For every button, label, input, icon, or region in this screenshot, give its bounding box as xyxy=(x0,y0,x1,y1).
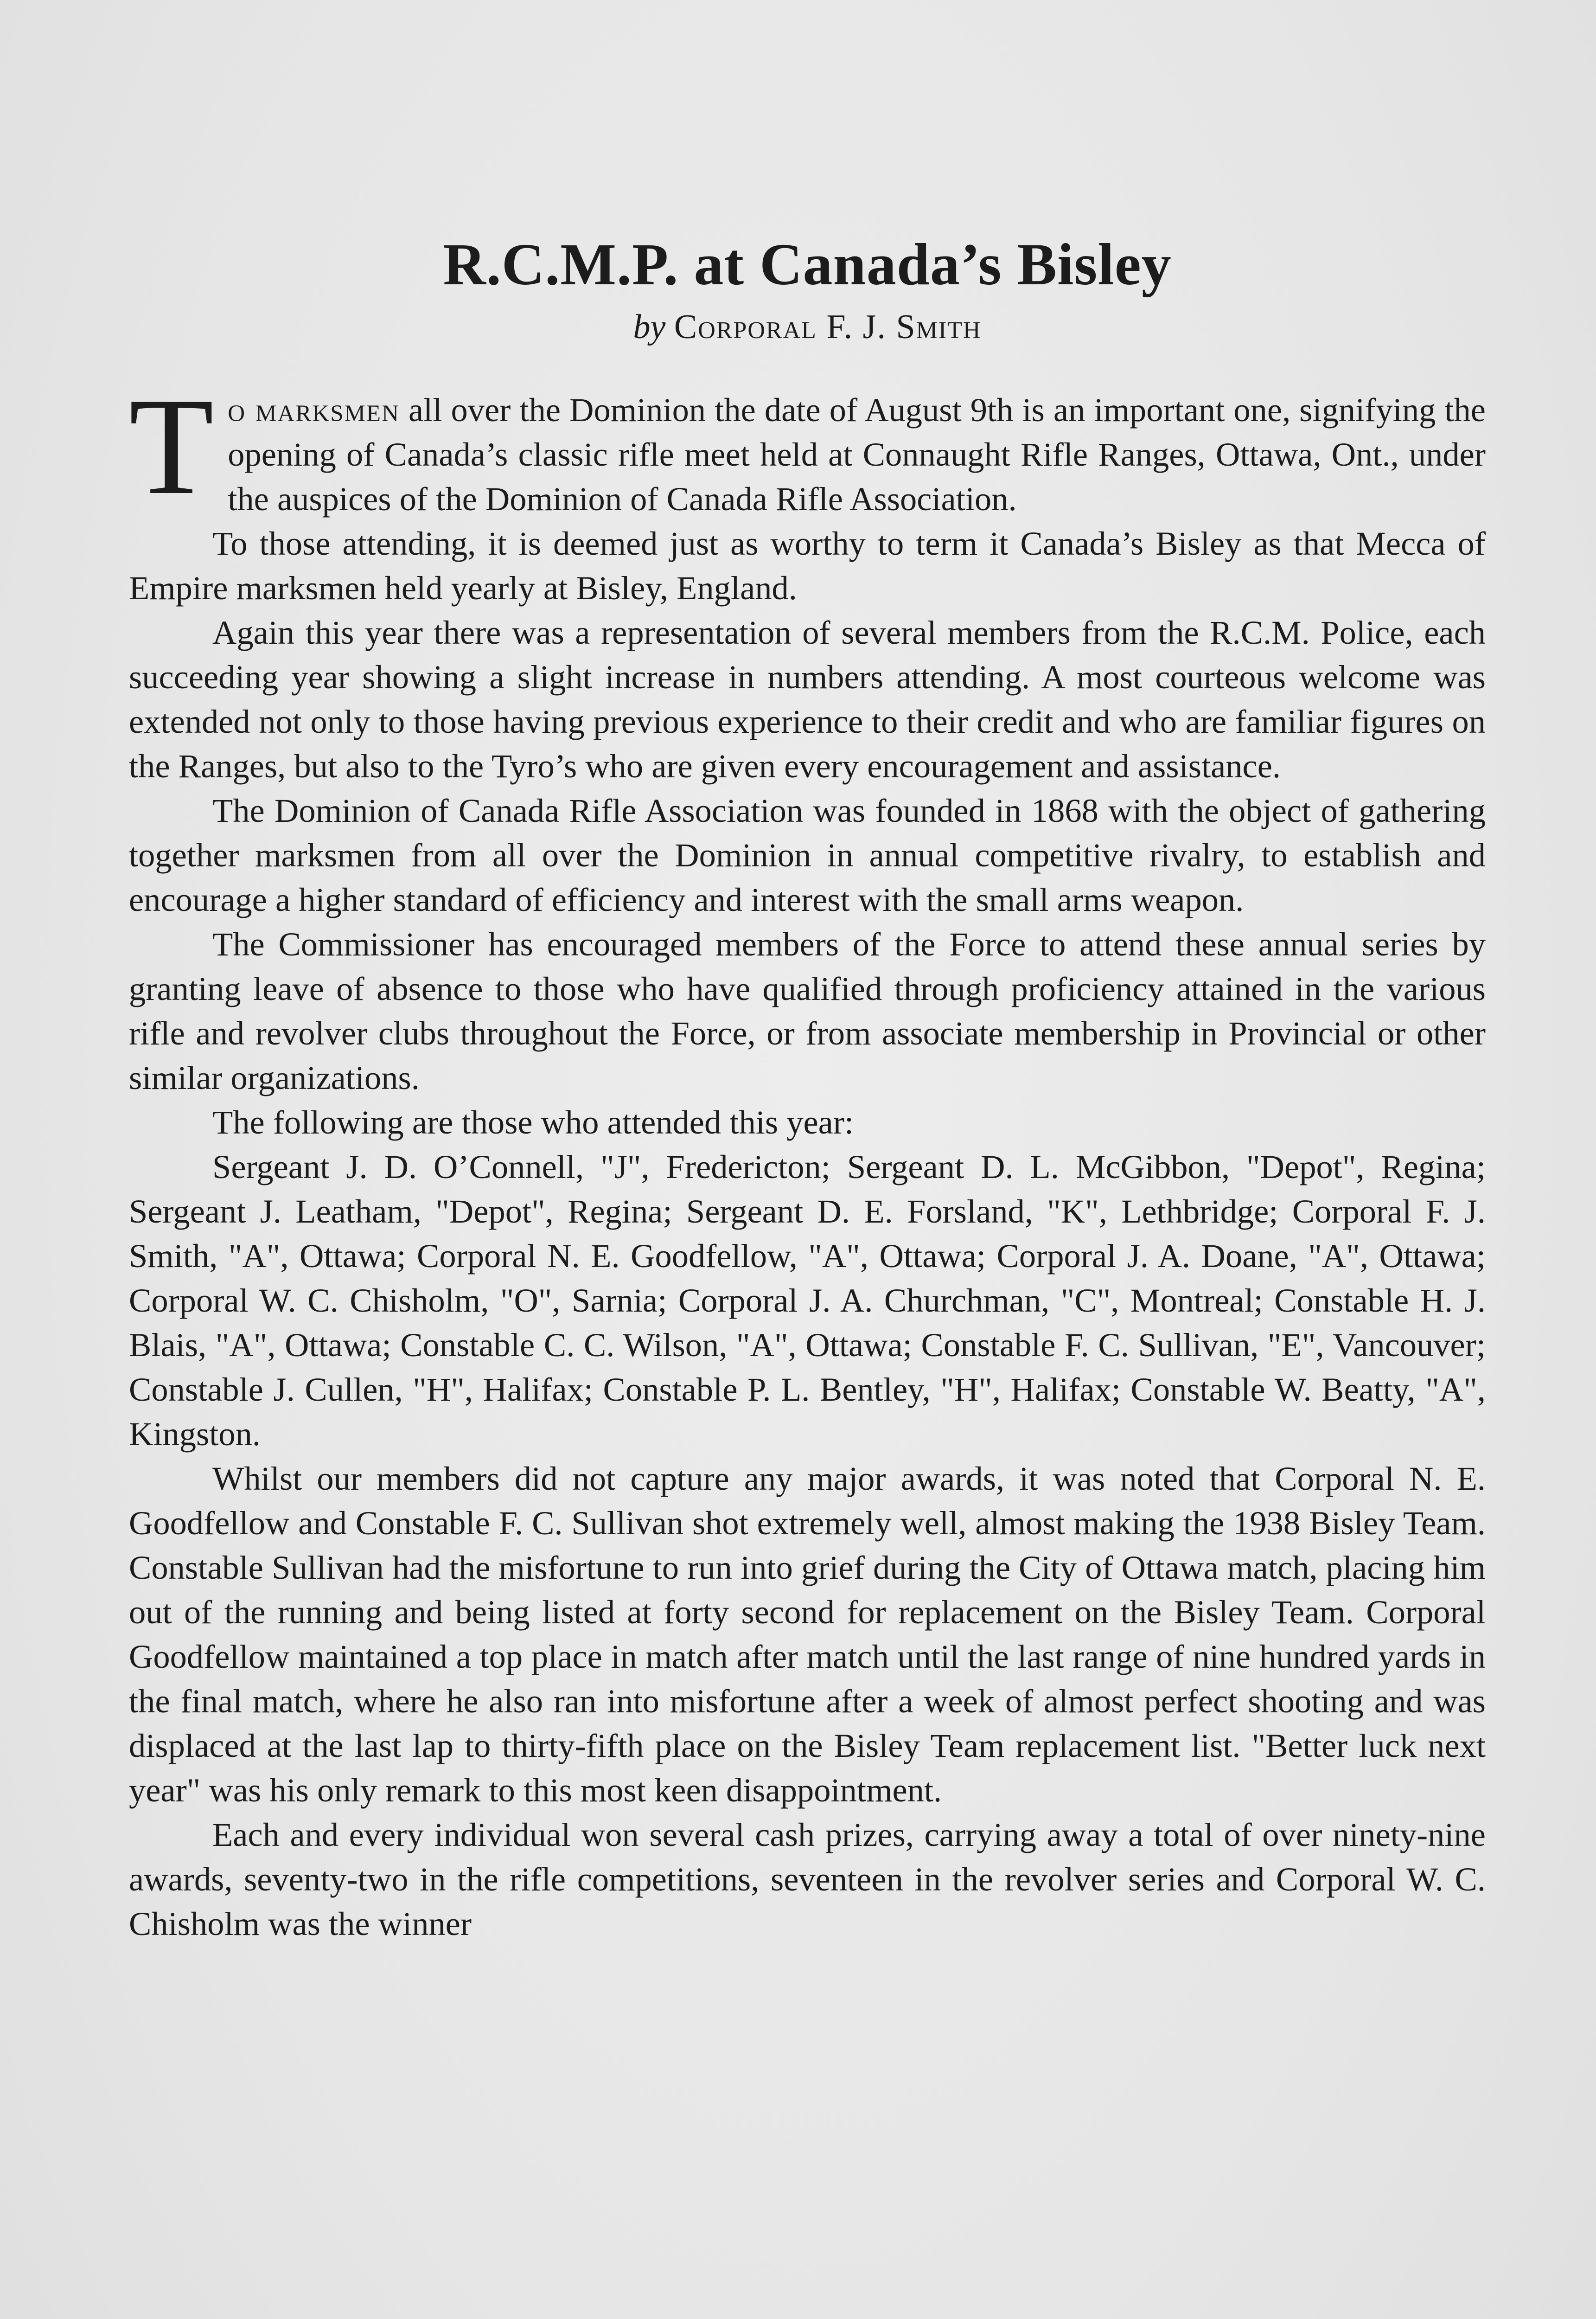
paragraph-1-lead: o marksmen xyxy=(228,391,400,429)
byline xyxy=(129,308,1486,346)
article-body xyxy=(129,369,1486,1946)
paragraph-3: Again this year there was a representation of several members from the R.C.M. Police, each succeeding year showing a slight increase in numbers attending. A most courteous welcome was extended not only to those having previous experience to their credit and who are familiar figures on the Ranges, but also to the Tyro’s who are given every encouragement and assistance. xyxy=(129,614,1486,785)
paragraph-9: Each and every individual won several cash prizes, carrying away a total of over ninety-nine awards, seventy-two in the rifle competitions, seventeen in the revolver series and Corporal W. C. Chisholm was the winner xyxy=(129,1816,1486,1943)
paragraph-8: Whilst our members did not capture any major awards, it was noted that Corporal N. E. Goodfellow and Constable F. C. Sullivan shot extremely well, almost making the 1938 Bisley Team. Constable Sullivan had the misfortune to run into grief during the City of Ottawa match, placing him out of the running and being listed at forty second for replacement on the Bisley Team. Corporal Goodfellow maintained a top place in match after match until the last range of nine hundred yards in the final match, where he also ran into misfortune after a week of almost perfect shooting and was displaced at the last lap to thirty-fifth place on the Bisley Team replacement list. "Better luck next year" was his only remark to this most keen disappointment. xyxy=(129,1460,1486,1809)
byline-by: by xyxy=(633,307,666,346)
paragraph-7-attendees: Sergeant J. D. O’Connell, "J", Fredericton; Sergeant D. L. McGibbon, "Depot", Regina; Sergeant J. Leatham, "Depot", Regina; Sergeant D. E. Forsland, "K", Lethbridge; Corporal F. J. Smith, "A", Ottawa; Corporal N. E. Goodfellow, "A", Ottawa; Corporal J. A. Doane, "A", Ottawa; Corporal W. C. Chisholm, "O", Sarnia; Corporal J. A. Churchman, "C", Montreal; Constable H. J. Blais, "A", Ottawa; Constable C. C. Wilson, "A", Ottawa; Constable F. C. Sullivan, "E", Vancouver; Constable J. Cullen, "H", Halifax; Constable P. L. Bentley, "H", Halifax; Constable W. Beatty, "A", Kingston. xyxy=(129,1148,1486,1453)
paragraph-1-text: all over the Dominion the date of August 9th is an important one, signifying the opening of Canada’s classic rifle meet held at Connaught Rifle Ranges, Ottawa, Ont., under the auspices of the Dominion of Canada Rifle Association. xyxy=(228,391,1486,518)
article xyxy=(129,232,1486,1946)
article-title: R.C.M.P. at Canada’s Bisley xyxy=(443,231,1172,297)
paragraph-1 xyxy=(129,369,1486,524)
paragraph-2: To those attending, it is deemed just as worthy to term it Canada’s Bisley as that Mecca of Empire marksmen held yearly at Bisley, England. xyxy=(129,525,1486,607)
paragraph-6: The following are those who attended this year: xyxy=(212,1103,854,1141)
drop-cap: T xyxy=(129,369,214,524)
byline-author: Corporal F. J. Smith xyxy=(674,307,982,346)
paragraph-4: The Dominion of Canada Rifle Association was founded in 1868 with the object of gathering together marksmen from all over the Dominion in annual competitive rivalry, to establish and encourage a higher standard of efficiency and interest with the small arms weapon. xyxy=(129,792,1486,919)
paragraph-5: The Commissioner has encouraged members of the Force to attend these annual series by granting leave of absence to those who have qualified through proficiency attained in the various rifle and revolver clubs throughout the Force, or from associate membership in Provincial or other similar organizations. xyxy=(129,925,1486,1097)
